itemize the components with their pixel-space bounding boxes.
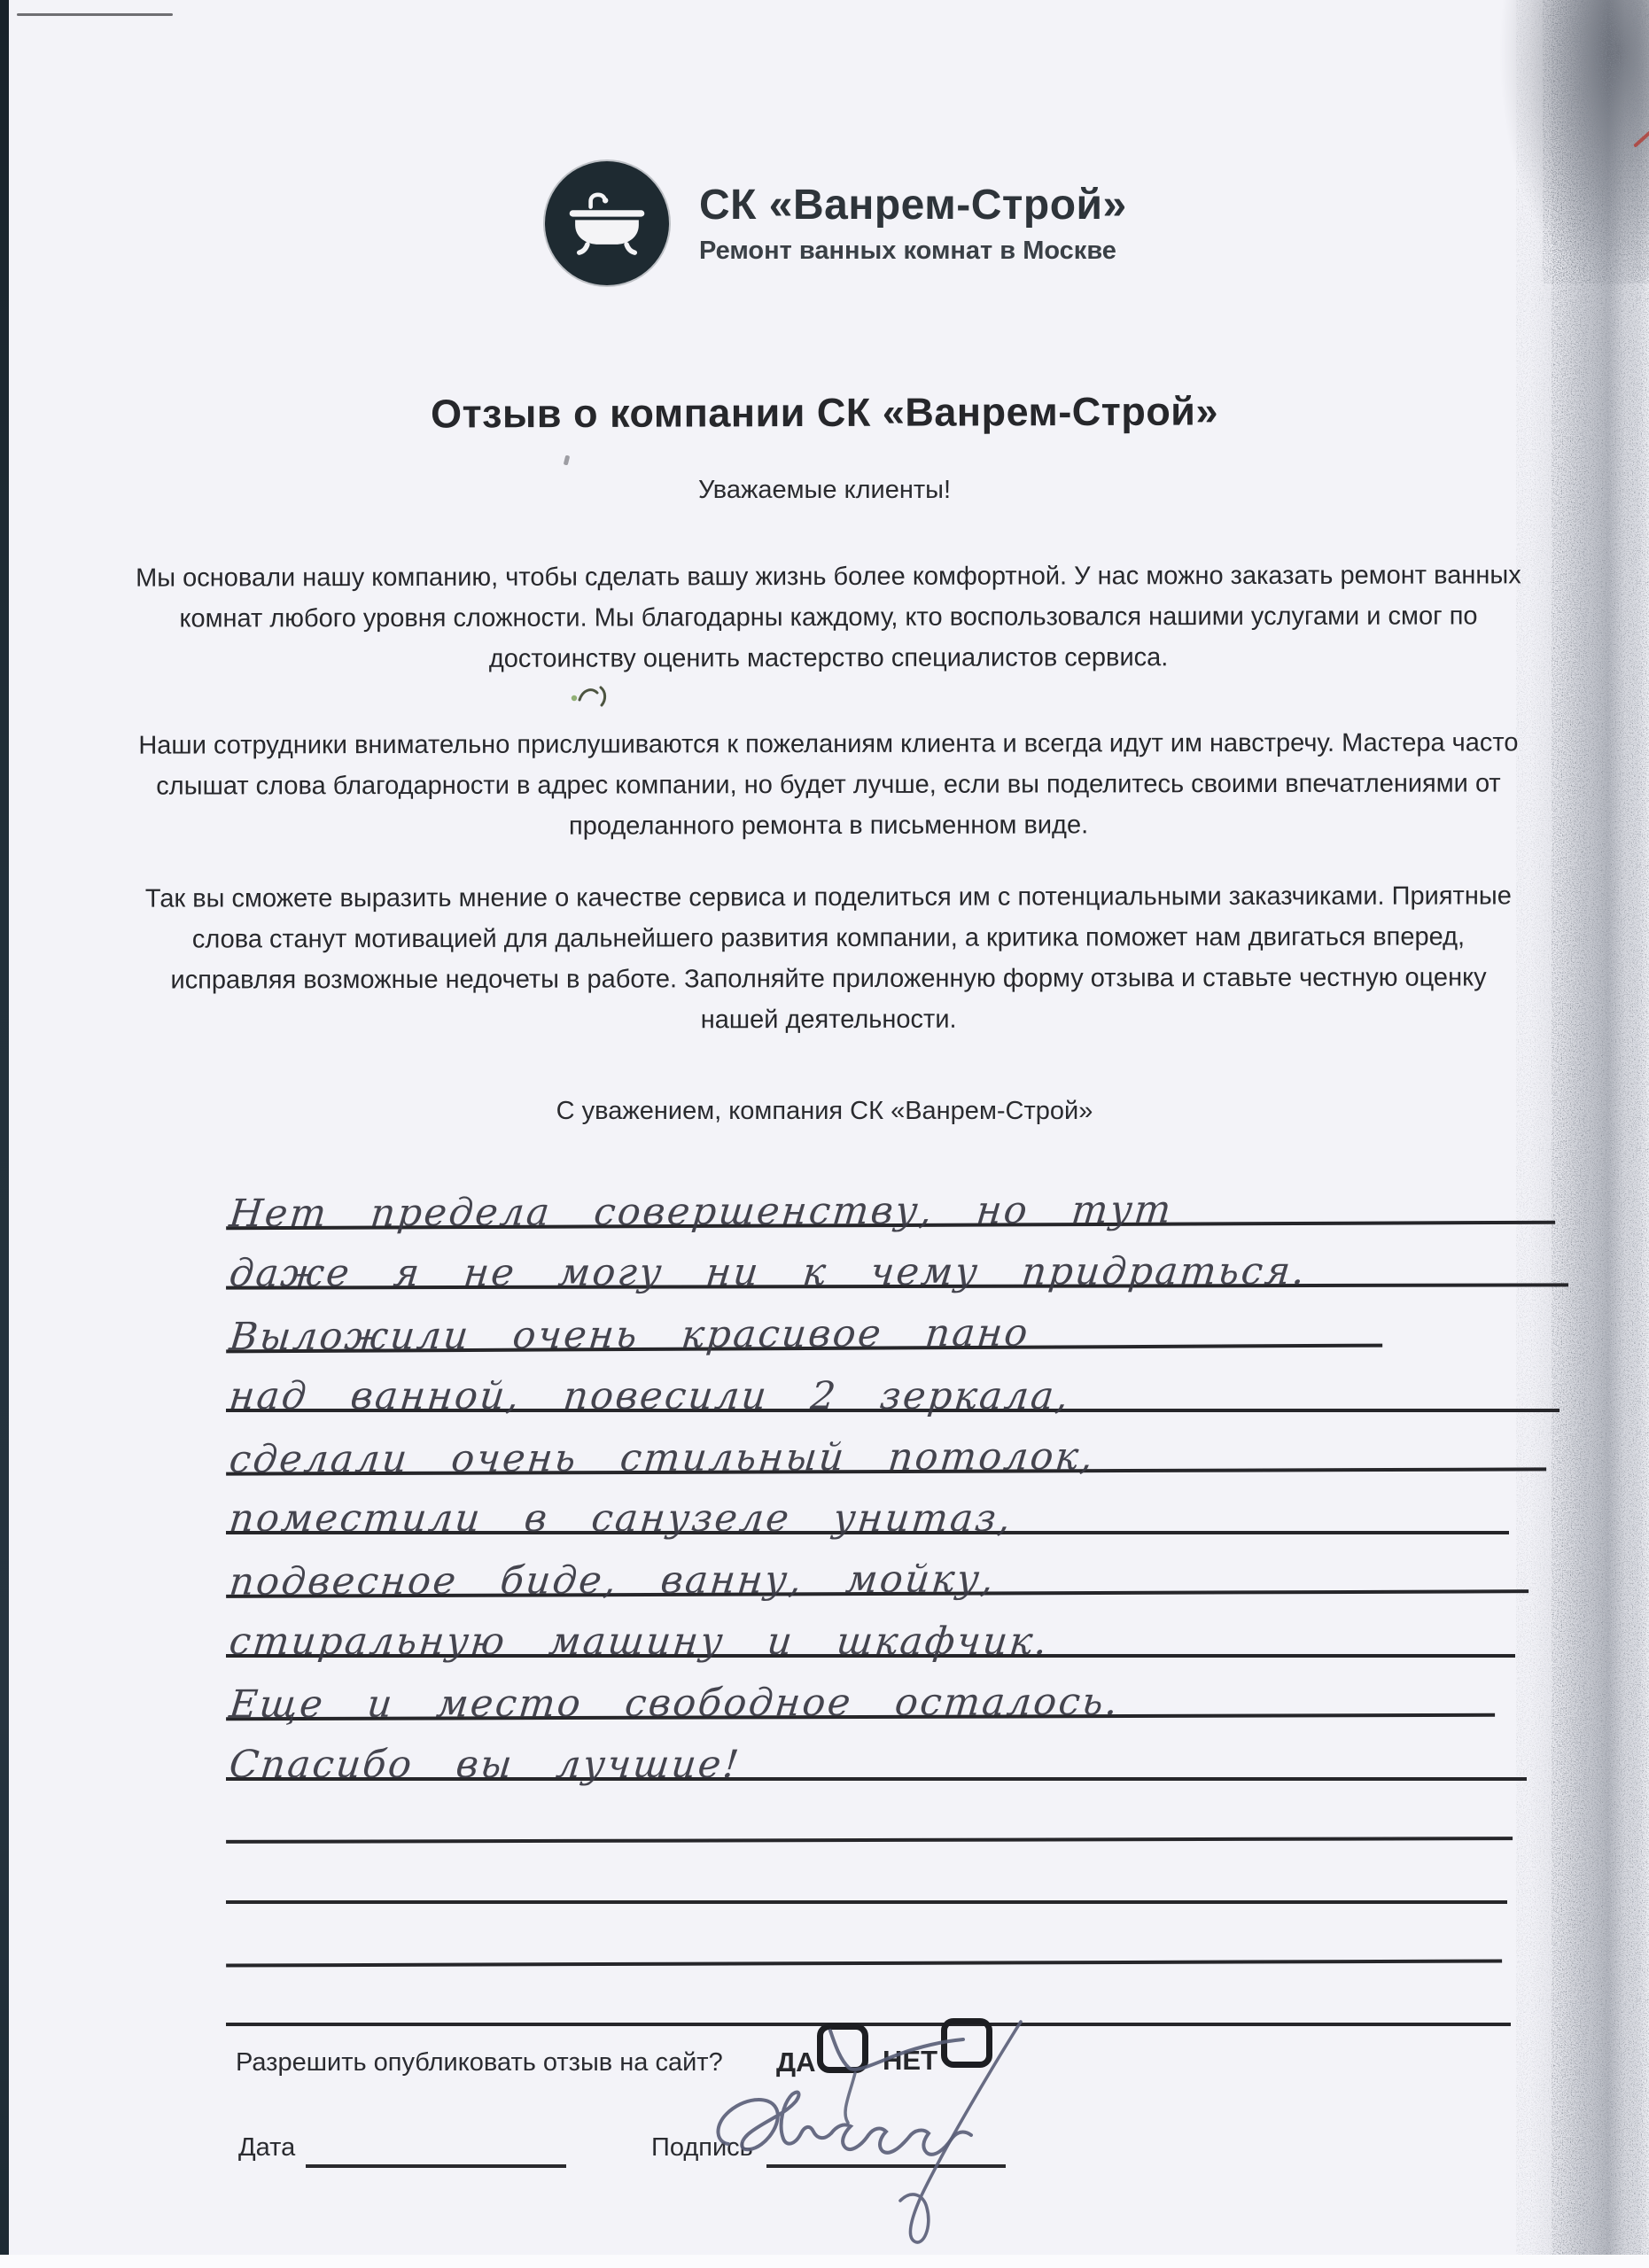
intro-paragraph: Мы основали нашу компанию, чтобы сделать вашу жизнь более комфортной. У нас можно заказать ремонт ванных комнат любого уровня сложности. Мы благодарны каждому, кто воспользовался нашими услугами и смог по достоинству оценить мастерство специалистов сервиса. <box>136 561 1521 673</box>
handwriting-text: Нет предела совершенству, но тут <box>227 1187 1176 1237</box>
review-line-empty <box>226 1842 1507 1903</box>
review-line <box>226 1410 1546 1482</box>
handwriting-text: стиральную машину и шкафчик. <box>227 1619 1052 1665</box>
review-line <box>226 1596 1515 1665</box>
no-option-label: НЕТ <box>883 2045 937 2076</box>
logo-text <box>699 181 1127 266</box>
company-tagline: Ремонт ванных комнат в Москве <box>699 237 1116 265</box>
staff-paragraph: Наши сотрудники внимательно прислушиваются к пожеланиям клиента и всегда идут им навстречу. Мастера часто слышат слова благодарности в адрес компании, но будет лучше, если вы поделитесь своими впечатлениями от проделанного ремонта в письменном виде. <box>138 728 1519 841</box>
yes-option-label: ДА <box>776 2047 816 2078</box>
ink-speck <box>564 455 571 466</box>
handwritten-signature <box>709 2009 1081 2266</box>
feedback-paragraph: Так вы сможете выразить мнение о качестве сервиса и поделиться им с потенциальными заказчиками. Приятные слова станут мотивацией для дальнейшего развития компании, а критика поможет нам двигаться вперед, исправляя возможные недочеты в работе. Заполняйте приложенную форму отзыва и ставьте честную оценку нашей деятельности. <box>144 882 1512 1035</box>
handwriting-text: сделали очень стильный потолок, <box>227 1434 1098 1482</box>
review-line <box>226 1720 1527 1787</box>
logo-circle <box>545 161 669 285</box>
company-name: СК «Ванрем-Строй» <box>699 182 1127 229</box>
handwriting-text: Спасибо вы лучшие! <box>227 1742 743 1787</box>
handwriting-text: поместили в санузеле унитаз, <box>227 1496 1015 1542</box>
smudge-mark <box>569 680 611 711</box>
handwriting-text: Еще и место свободное осталось. <box>227 1680 1123 1728</box>
review-line <box>226 1533 1528 1605</box>
handwritten-review-section <box>226 1166 1568 2026</box>
review-line <box>226 1656 1495 1728</box>
signature-label: Подпись <box>651 2133 753 2162</box>
page-title: Отзыв о компании СК «Ванрем-Строй» <box>430 388 1219 437</box>
review-line <box>226 1163 1555 1237</box>
date-blank-line <box>306 2164 566 2168</box>
review-line <box>226 1285 1382 1360</box>
greeting: Уважаемые клиенты! <box>697 476 952 504</box>
closing-line: С уважением, компания СК «Ванрем-Строй» <box>556 1097 1093 1125</box>
bathtub-icon <box>566 189 648 258</box>
publish-question-label: Разрешить опубликовать отзыв на сайт? <box>236 2048 723 2077</box>
review-line-empty <box>226 1901 1502 1967</box>
review-line <box>226 1226 1568 1297</box>
top-scan-line-artifact <box>17 13 173 16</box>
handwriting-text: подвесное биде, ванну, мойку, <box>227 1557 998 1605</box>
review-line <box>226 1473 1509 1542</box>
date-label: Дата <box>238 2133 296 2162</box>
handwriting-text: Выложили очень красивое пано <box>227 1310 1032 1360</box>
left-edge-scan-shadow <box>0 0 9 2268</box>
review-line-empty <box>226 1779 1513 1844</box>
review-line <box>226 1350 1560 1418</box>
company-logo <box>545 161 1127 285</box>
handwriting-text: над ванной, повесили 2 зеркала, <box>227 1373 1073 1418</box>
handwriting-text: даже я не могу ни к чему придраться. <box>227 1249 1310 1297</box>
